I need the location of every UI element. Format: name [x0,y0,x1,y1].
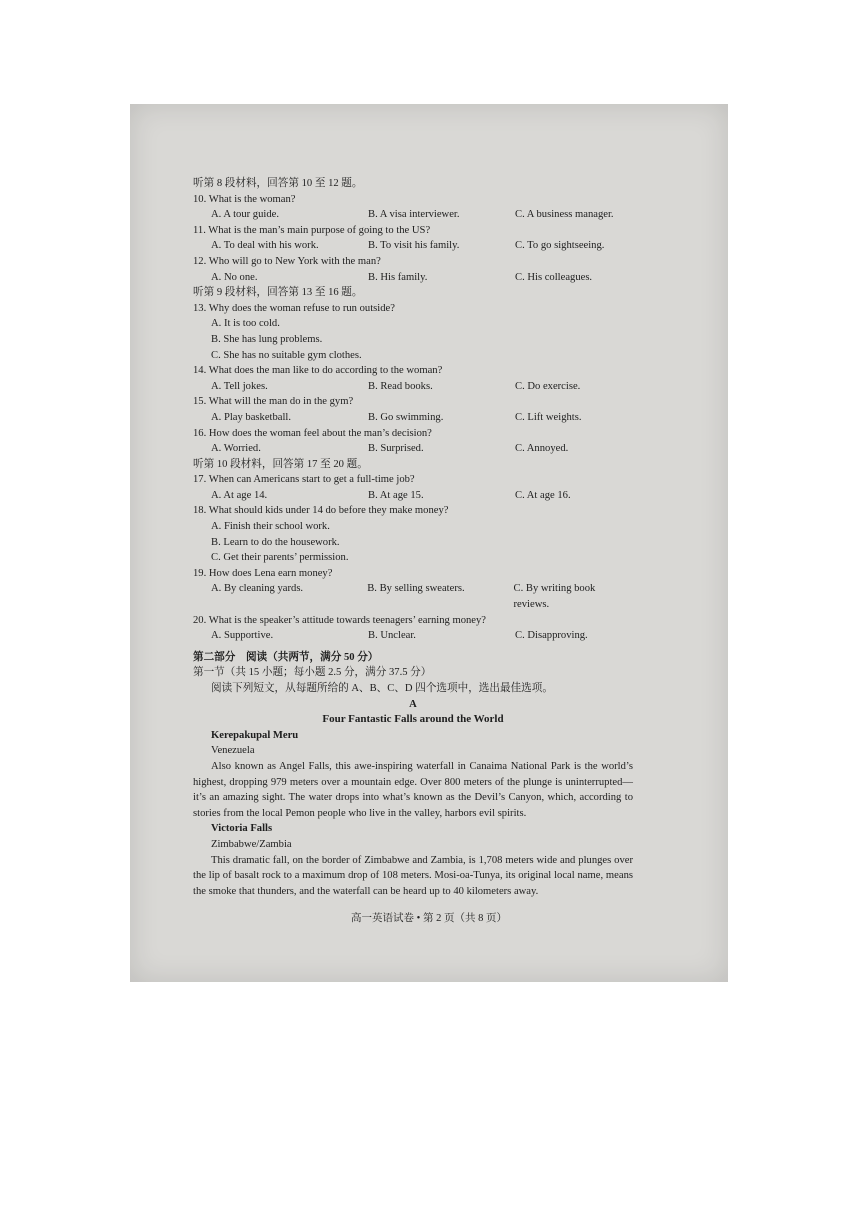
options-12 [193,270,633,286]
options-14 [193,379,633,395]
option-c: C. Disapproving. [515,630,588,642]
option-b: B. Read books. [368,380,433,392]
option-a: A. No one. [211,271,258,283]
fall-country: Venezuela [211,745,255,757]
option-c: C. To go sightseeing. [515,240,605,252]
passage-title: Four Fantastic Falls around the World [322,713,504,726]
option-b: B. Surprised. [368,443,424,455]
option-b: B. At age 15. [368,489,424,501]
option-a: A. It is too cold. [211,318,280,330]
option-c: C. His colleagues. [515,271,593,283]
options-20 [193,628,633,644]
exam-content [193,176,633,899]
question-16: 16. How does the woman feel about the man’s decision? [193,427,432,439]
option-b: B. By selling sweaters. [367,583,465,595]
option-a: A. Worried. [211,443,261,455]
option-a: A. Play basketball. [211,411,292,423]
fall-description: Also known as Angel Falls, this awe-inspiring waterfall in Canaima National Park is the world’s highest, dropping 979 meters over a mountain edge. Over 800 meters of the plunge is uninterrupted—it’s an amazing sight. The water drops into what’s known as the Devil’s Canyon, which, according to stories from the local Pemon people who live in the valley, harbors evil spirits. [193,760,633,819]
section-heading: 第一节（共 15 小题；每小题 2.5 分，满分 37.5 分） [193,667,432,679]
option-b: B. Learn to do the housework. [211,536,340,548]
options-15 [193,410,633,426]
option-c: C. Lift weights. [515,411,582,423]
fall-name: Kerepakupal Meru [211,729,299,741]
question-13: 13. Why does the woman refuse to run outside? [193,302,395,314]
option-c: C. Annoyed. [515,443,569,455]
options-19 [193,581,633,612]
option-c: C. By writing book reviews. [513,583,596,611]
section-intro: 听第 10 段材料，回答第 17 至 20 题。 [193,458,368,470]
page-footer: 高一英语试卷 • 第 2 页（共 8 页） [351,913,507,924]
fall-description: This dramatic fall, on the border of Zimbabwe and Zambia, is 1,708 meters wide and plunges over the lip of basalt rock to a maximum drop of 108 meters. Mosi-oa-Tunya, its original local name, means the smoke that thunders, and the waterfall can be heard up to 40 kilometers away. [193,854,633,897]
option-c: C. Do exercise. [515,380,581,392]
option-a: A. By cleaning yards. [211,583,304,595]
part-heading: 第二部分 阅读（共两节，满分 50 分） [193,651,379,663]
fall-name: Victoria Falls [211,823,273,835]
question-19: 19. How does Lena earn money? [193,567,333,579]
passage-letter: A [409,698,417,710]
option-c: C. She has no suitable gym clothes. [211,349,362,361]
question-10: 10. What is the woman? [193,193,296,205]
option-c: C. A business manager. [515,209,614,221]
options-16 [193,441,633,457]
question-18: 18. What should kids under 14 do before they make money? [193,505,449,517]
option-c: C. At age 16. [515,489,571,501]
options-11 [193,238,633,254]
section-intro: 听第 8 段材料，回答第 10 至 12 题。 [193,178,363,189]
options-17 [193,488,633,504]
fall-country: Zimbabwe/Zambia [211,838,292,850]
question-12: 12. Who will go to New York with the man? [193,255,381,267]
option-a: A. A tour guide. [211,209,279,221]
option-a: A. At age 14. [211,489,268,501]
question-11: 11. What is the man’s main purpose of going to the US? [193,224,431,236]
option-b: B. A visa interviewer. [368,209,460,221]
option-a: A. Tell jokes. [211,380,268,392]
section-intro: 听第 9 段材料，回答第 13 至 16 题。 [193,287,363,299]
option-a: A. Finish their school work. [211,521,330,533]
option-a: A. To deal with his work. [211,240,319,252]
option-a: A. Supportive. [211,630,274,642]
option-b: B. Unclear. [368,630,416,642]
options-10 [193,207,633,223]
question-17: 17. When can Americans start to get a full-time job? [193,474,415,486]
option-c: C. Get their parents’ permission. [211,552,349,564]
question-14: 14. What does the man like to do according to the woman? [193,365,443,377]
reading-instruction: 阅读下列短文，从每题所给的 A、B、C、D 四个选项中，选出最佳选项。 [211,683,553,694]
question-15: 15. What will the man do in the gym? [193,396,354,408]
option-b: B. She has lung problems. [211,333,323,345]
option-b: B. To visit his family. [368,240,460,252]
question-20: 20. What is the speaker’s attitude towards teenagers’ earning money? [193,614,486,626]
option-b: B. His family. [368,271,428,283]
option-b: B. Go swimming. [368,411,444,423]
